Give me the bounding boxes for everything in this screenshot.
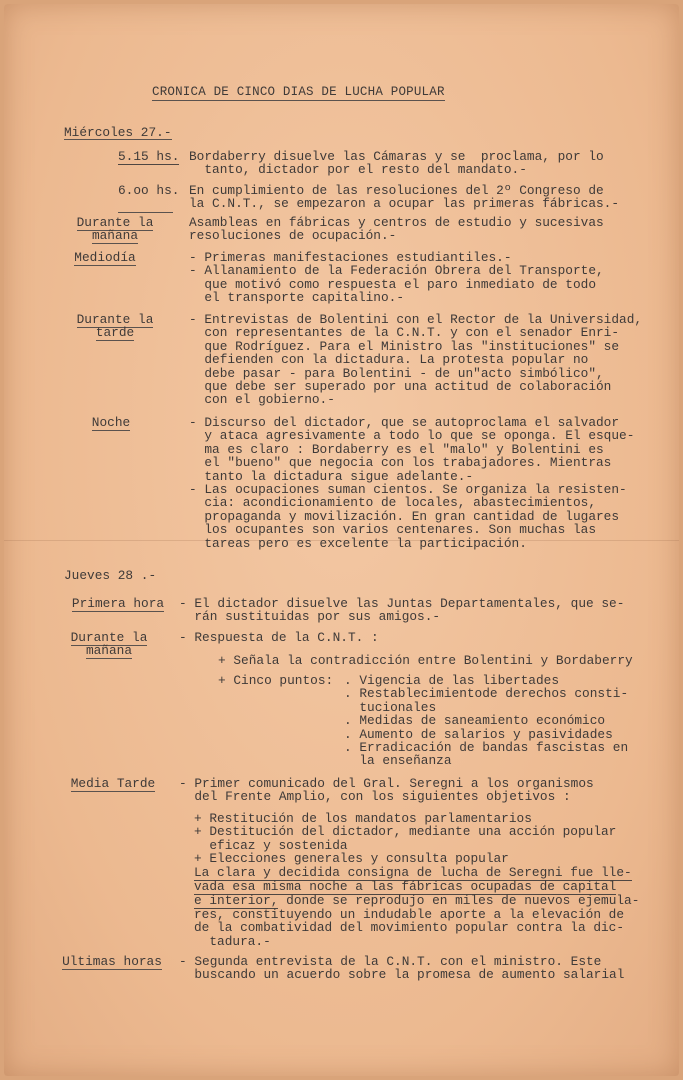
document-title: CRONICA DE CINCO DIAS DE LUCHA POPULAR <box>152 86 445 101</box>
list-cinco-puntos: . Vigencia de las libertades . Restablecimientode derechos consti- tucionales . Medidas de saneamiento económico . Aumento de salarios y pasividades . Erradicación de bandas fascistas en la enseñanza <box>344 673 629 769</box>
entry-media-tarde: - Primer comunicado del Gral. Seregni a los organismos del Frente Amplio, con los siguientes objetivos : <box>179 776 594 805</box>
entry-cinco-puntos: + Cinco puntos: <box>218 673 334 688</box>
label-durante-la-manana: Durante la mañana <box>76 215 154 244</box>
entry-senala: + Señala la contradicción entre Bolentini y Bordaberry <box>218 653 633 668</box>
entry-durante-la-tarde: - Entrevistas de Bolentini con el Rector de la Universidad, con representantes de la C.N.T. y con el senador Enri- que Rodríguez. Para el Ministro las "instituciones" se defienden con la dictadura. La protesta popular no debe pasar - para Bolentini - de un"acto simbólico", que debe ser superado por una actitud de colaboración con el gobierno.- <box>189 312 643 408</box>
entry-respuesta-cnt: - Respuesta de la C.N.T. : <box>179 630 379 645</box>
consigna-line-3: e interior, donde se reprodujo en miles de nuevos ejemula- <box>194 893 640 908</box>
label-durante-la-manana-2: Durante la mañana <box>70 630 148 659</box>
label-mediodia: Mediodía <box>74 250 136 265</box>
label-media-tarde: Media Tarde <box>70 776 156 791</box>
consigna-line-2: vada esa misma noche a las fábricas ocupadas de capital <box>194 879 617 894</box>
label-ultimas-horas: Ultimas horas <box>62 954 162 969</box>
entry-noche: - Discurso del dictador, que se autoproclama el salvador y ataca agresivamente a todo lo que se oponga. El esque- ma es claro : Bordaberry es el "malo" y Bolentini es el "bueno" que negocia con los trabajadores. Mientras tanto la dictadura sigue adelante.- - Las ocupaciones suman cientos. Se organiza la resisten- cia: acondicionamiento de locales, abastecimientos, propaganda y movilización. En gran cantidad de lugares los ocupantes son varios centenares. Son muchas las tareas pero es excelente la participación. <box>189 415 635 551</box>
entry-515: Bordaberry disuelve las Cámaras y se proclama, por lo tanto, dictador por el resto del mandato.- <box>189 149 604 178</box>
day-heading-thursday: Jueves 28 .- <box>64 568 157 583</box>
consigna-line-1: La clara y decidida consigna de lucha de Seregni fue lle- <box>194 865 632 880</box>
label-primera-hora: Primera hora <box>71 596 165 611</box>
entry-durante-la-manana: Asambleas en fábricas y centros de estudio y sucesivas resoluciones de ocupación.- <box>189 215 604 244</box>
time-label-600: 6.oo hs. <box>118 183 180 198</box>
entry-primera-hora: - El dictador disuelve las Juntas Departamentales, que se- rán sustituidas por sus amigos.- <box>179 596 625 625</box>
entry-600: En cumplimiento de las resoluciones del 2º Congreso de la C.N.T., se empezaron a ocupar las primeras fábricas.- <box>189 183 620 212</box>
entry-mediodia: - Primeras manifestaciones estudiantiles.- - Allanamiento de la Federación Obrera del Transporte, que motivó como respuesta el paro inmediato de todo el transporte capitalino.- <box>189 250 604 306</box>
document-page <box>4 4 679 1076</box>
entry-ultimas-horas: - Segunda entrevista de la C.N.T. con el ministro. Este buscando un acuerdo sobre la promesa de aumento salarial <box>179 954 625 983</box>
time-label-515: 5.15 hs. <box>118 149 180 164</box>
label-noche: Noche <box>91 415 131 430</box>
list-objetivos: + Restitución de los mandatos parlamentarios + Destitución del dictador, mediante una acción popular eficaz y sostenida + Elecciones generales y consulta popular <box>194 811 617 867</box>
consigna-rest: res, constituyendo un indudable aporte a la elevación de de la combatividad del movimiento popular contra la dic- tadura.- <box>194 907 625 949</box>
day-heading-wednesday: Miércoles 27.- <box>64 125 172 140</box>
label-durante-la-tarde: Durante la tarde <box>76 312 154 341</box>
separator-rule <box>118 212 173 213</box>
